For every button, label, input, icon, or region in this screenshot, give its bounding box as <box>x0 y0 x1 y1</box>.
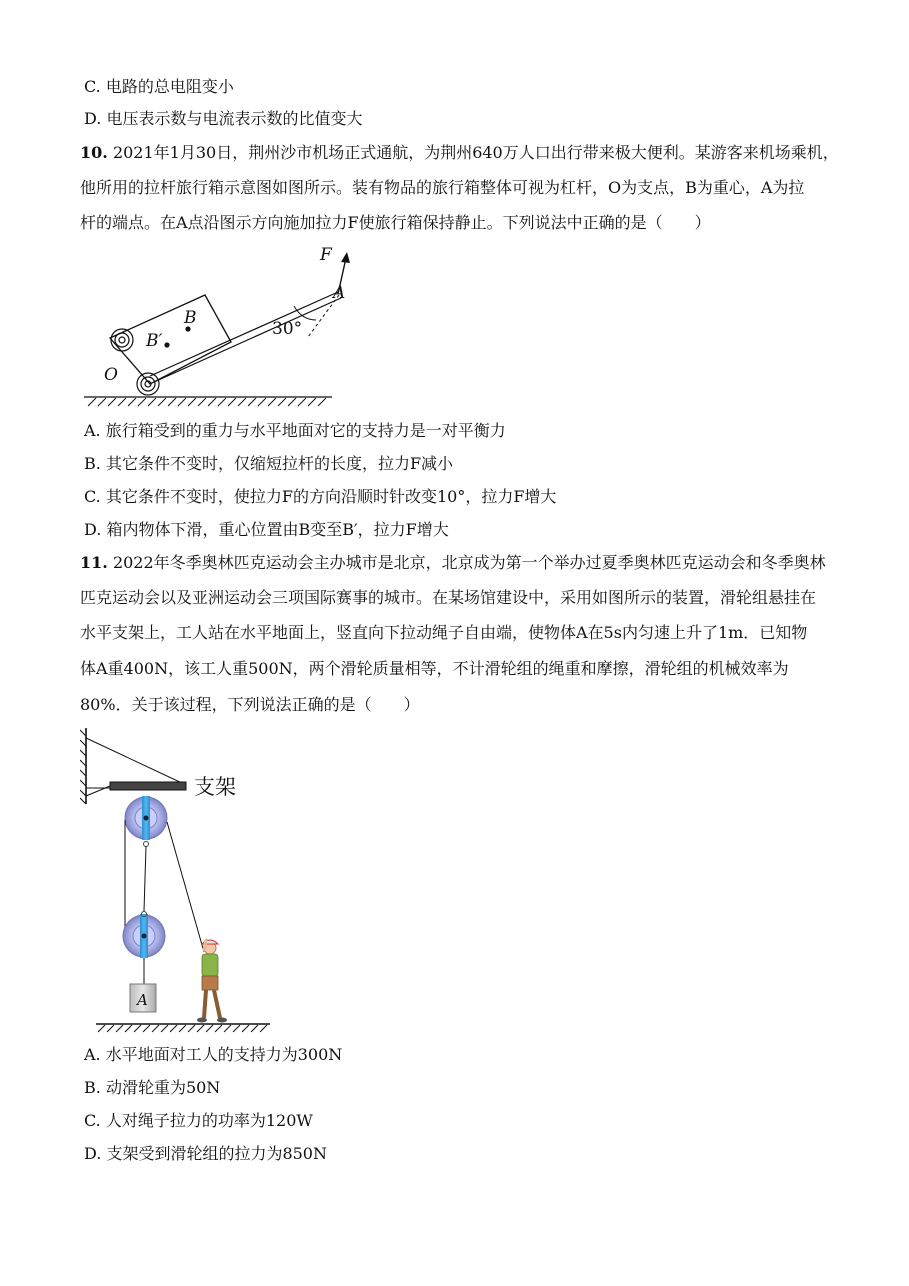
rope-free-end <box>167 822 204 952</box>
option-text: 支架受到滑轮组的拉力为850N <box>106 1144 327 1163</box>
q11-line-5: 80%．关于该过程，下列说法正确的是（ ） <box>80 695 420 714</box>
label-f: F <box>320 245 332 265</box>
q10-line-3: 杆的端点。在A点沿图示方向施加拉力F使旅行箱保持静止。下列说法中正确的是（ ） <box>80 213 711 232</box>
q11-option-a <box>84 1044 835 1066</box>
q11-option-b <box>84 1077 835 1099</box>
option-letter: C. <box>84 77 101 96</box>
option-letter: A. <box>84 421 101 440</box>
option-text: 电路的总电阻变小 <box>105 77 234 96</box>
q11-option-d <box>84 1143 835 1165</box>
option-text: 旅行箱受到的重力与水平地面对它的支持力是一对平衡力 <box>105 421 506 440</box>
label-b-prime: B′ <box>146 331 163 351</box>
movable-pulley <box>123 912 165 959</box>
option-d-prev <box>84 108 835 130</box>
q10-option-b <box>84 453 835 475</box>
q10-option-d <box>84 519 835 541</box>
option-text: 人对绳子拉力的功率为120W <box>105 1111 313 1130</box>
q11-line-4: 体A重400N，该工人重500N，两个滑轮质量相等，不计滑轮组的绳重和摩擦，滑轮组的机械效率为 <box>80 659 789 678</box>
question-number: 10. <box>80 143 108 162</box>
q11-option-c <box>84 1110 835 1132</box>
q11-line-2: 匹克运动会以及亚洲运动会三项国际赛事的城市。在某场馆建设中，采用如图所示的装置，滑轮组悬挂在 <box>80 588 817 607</box>
label-bracket: 支架 <box>194 775 236 799</box>
pivot-wheel <box>137 373 159 395</box>
option-letter: D. <box>84 1144 102 1163</box>
suitcase-figure <box>80 242 380 412</box>
option-letter: C. <box>84 1111 101 1130</box>
object-a <box>130 984 156 1012</box>
option-text: 动滑轮重为50N <box>105 1078 221 1097</box>
ground-hatching <box>88 398 326 406</box>
q11-line-1 <box>80 552 835 574</box>
option-letter: D. <box>84 109 102 128</box>
label-object-a: A <box>137 991 148 1009</box>
pulley-figure <box>80 726 280 1034</box>
option-letter: C. <box>84 487 101 506</box>
option-text: 电压表示数与电流表示数的比值变大 <box>106 109 363 128</box>
label-o: O <box>104 365 118 385</box>
q11-line-3: 水平支架上，工人站在水平地面上，竖直向下拉动绳子自由端，使物体A在5s内匀速上升了1m．已知物 <box>80 623 808 642</box>
option-c-prev <box>84 76 835 98</box>
option-letter: D. <box>84 520 102 539</box>
question-number: 11. <box>80 553 108 572</box>
option-text: 其它条件不变时，使拉力F的方向沿顺时针改变10°，拉力F增大 <box>105 487 557 506</box>
label-a: A <box>333 283 346 303</box>
q10-line-1 <box>80 142 839 164</box>
option-text: 箱内物体下滑，重心位置由B变至B′，拉力F增大 <box>106 520 449 539</box>
question-text: 2021年1月30日，荆州沙市机场正式通航，为荆州640万人口出行带来极大便利。某游客来机场乘机， <box>112 143 839 162</box>
question-text: 2022年冬季奥林匹克运动会主办城市是北京，北京成为第一个举办过夏季奥林匹克运动会和冬季奥林 <box>112 553 826 572</box>
label-angle: 30° <box>272 319 303 339</box>
option-text: 水平地面对工人的支持力为300N <box>105 1045 343 1064</box>
option-text: 其它条件不变时，仅缩短拉杆的长度，拉力F减小 <box>105 454 454 473</box>
suitcase-body <box>110 295 231 384</box>
ground-hatching <box>98 1025 267 1032</box>
q10-option-a <box>84 420 835 442</box>
option-letter: B. <box>84 1078 101 1097</box>
bracket-bar <box>110 782 186 790</box>
option-letter: B. <box>84 454 101 473</box>
rope-middle <box>144 846 146 911</box>
brace-strut <box>86 738 184 784</box>
wall-hatching <box>80 730 86 804</box>
option-letter: A. <box>84 1045 101 1064</box>
center-b-prime-dot <box>164 342 169 347</box>
fixed-pulley <box>125 796 167 847</box>
worker-figure <box>197 940 227 1023</box>
q10-line-2: 他所用的拉杆旅行箱示意图如图所示。装有物品的旅行箱整体可视为杠杆，O为支点，B为重心，A为拉 <box>80 178 805 197</box>
label-b: B <box>184 308 197 328</box>
q10-option-c <box>84 486 835 508</box>
